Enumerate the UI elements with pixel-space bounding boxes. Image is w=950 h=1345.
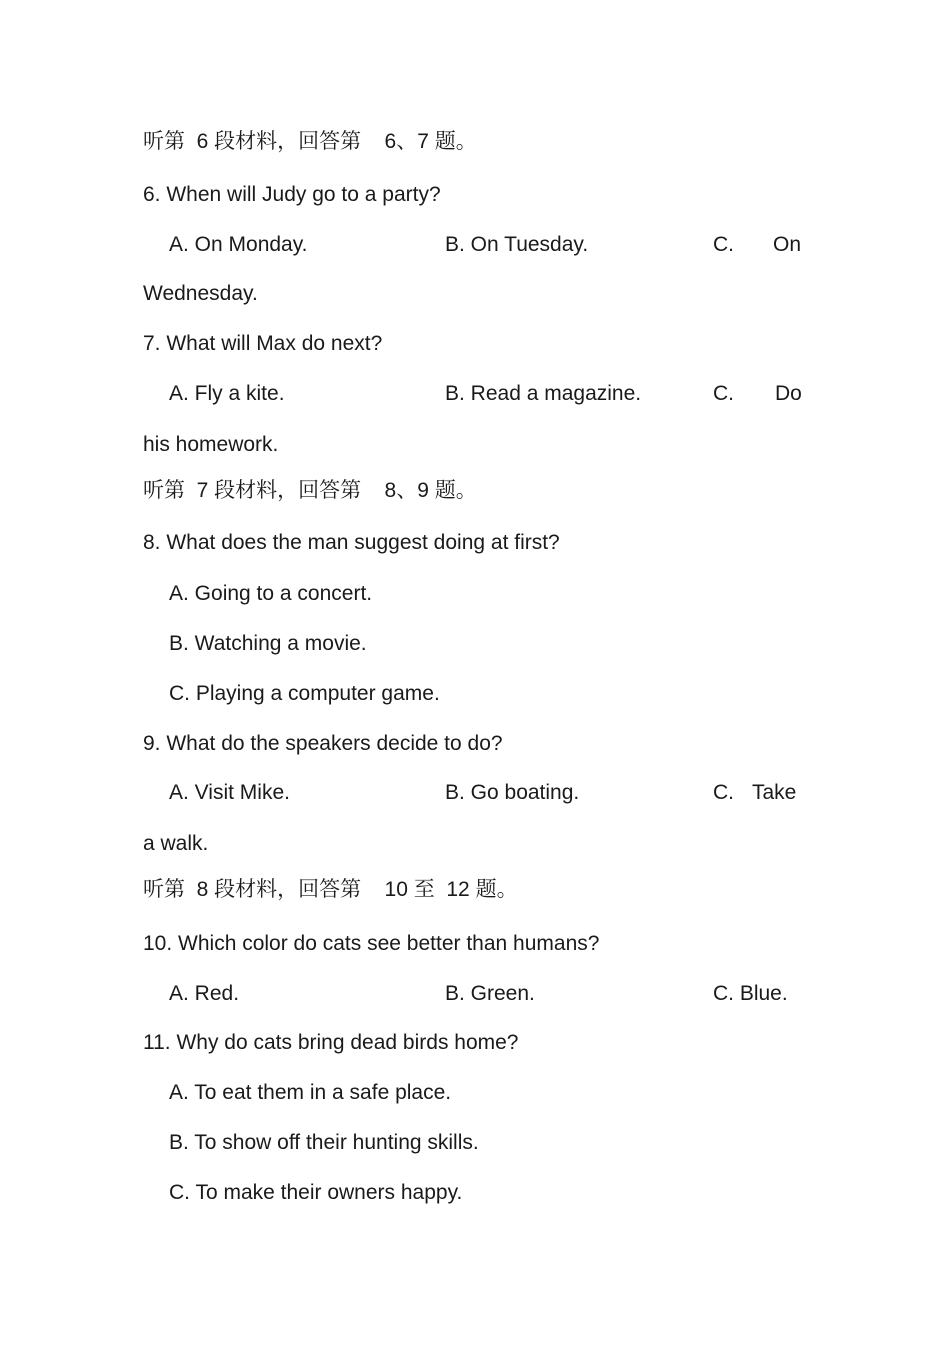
q11-option-a: A. To eat them in a safe place. [169,1081,452,1104]
question-11: 11. Why do cats bring dead birds home? [143,1031,519,1054]
q10-option-b: B. Green. [445,982,535,1005]
q7-option-b: B. Read a magazine. [445,382,642,405]
question-10: 10. Which color do cats see better than humans? [143,932,600,955]
question-6: 6. When will Judy go to a party? [143,183,441,206]
q9-option-c-prefix: C. [713,781,734,804]
q6-option-b: B. On Tuesday. [445,233,589,256]
q9-option-c-wrap: a walk. [143,832,209,855]
question-8: 8. What does the man suggest doing at first? [143,531,560,554]
q6-option-a: A. On Monday. [169,233,308,256]
section-heading: 听第 6 段材料，回答第 6、7 题。 [143,130,477,153]
q8-option-a: A. Going to a concert. [169,582,373,605]
q11-option-c: C. To make their owners happy. [169,1181,463,1204]
question-7: 7. What will Max do next? [143,332,383,355]
q7-option-c-word: Do [775,382,802,405]
q10-option-a: A. Red. [169,982,240,1005]
q8-option-b: B. Watching a movie. [169,632,367,655]
q7-option-c-wrap: his homework. [143,433,279,456]
q7-option-a: A. Fly a kite. [169,382,285,405]
q9-option-c-word: Take [752,781,797,804]
question-9: 9. What do the speakers decide to do? [143,732,503,755]
q10-option-c: C. Blue. [713,982,788,1005]
q8-option-c: C. Playing a computer game. [169,682,440,705]
q11-option-b: B. To show off their hunting skills. [169,1131,479,1154]
q6-option-c-prefix: C. [713,233,734,256]
q7-option-c-prefix: C. [713,382,734,405]
q6-option-c-wrap: Wednesday. [143,282,258,305]
section-heading: 听第 7 段材料，回答第 8、9 题。 [143,479,477,502]
section-heading: 听第 8 段材料，回答第 10 至 12 题。 [143,878,518,901]
q9-option-a: A. Visit Mike. [169,781,290,804]
q6-option-c-word: On [773,233,802,256]
q9-option-b: B. Go boating. [445,781,580,804]
